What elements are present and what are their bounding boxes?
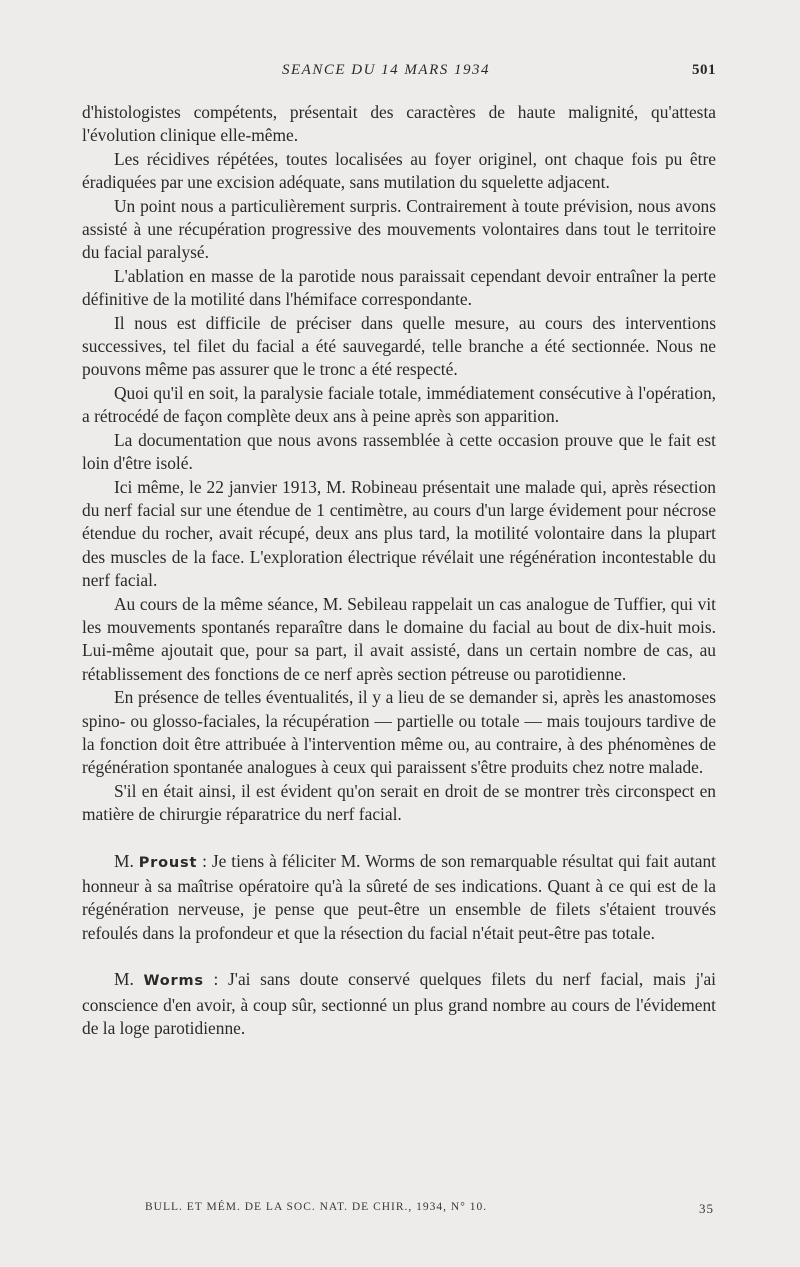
paragraph: Ici même, le 22 janvier 1913, M. Robineau présentait une malade qui, après résection du nerf facial sur une étendue de 1 centimètre, au cours d'un large évidement pour nécrose étendue du rocher, avait récupé, deux ans plus tard, la motilité volontaire dans la plupart des muscles de la face. L'exploration électrique révélait une régénération incontestable du nerf facial. — [82, 476, 716, 591]
running-header — [82, 62, 716, 86]
paragraph: La documentation que nous avons rassemblée à cette occasion prouve que le fait est loin d'être isolé. — [82, 429, 716, 474]
page-number: 501 — [692, 62, 716, 78]
paragraph: Un point nous a particulièrement surpris. Contrairement à toute prévision, nous avons assisté à une récupération progressive des mouvements volontaires dans tout le territoire du facial paralysé. — [82, 195, 716, 263]
speaker-prefix: M. — [114, 969, 134, 990]
paragraph: En présence de telles éventualités, il y a lieu de se demander si, après les anastomoses spino- ou glosso-faciales, la récupération — partielle ou totale — mais toujours tardive de la fonction doit être attribuée à l'intervention même ou, au contraire, à des phénomènes de régénération spontanée analogues à ceux qui paraissent s'être produits chez notre malade. — [82, 687, 716, 778]
paragraph: Au cours de la même séance, M. Sebileau rappelait un cas analogue de Tuffier, qui vit les mouvements spontanés reparaître dans le domaine du facial au bout de dix-huit mois. Lui-même ajoutait que, pour sa part, il avait assisté, dans un certain nombre de cas, au rétablissement des fonctions de ce nerf après section pétreuse ou parotidienne. — [82, 593, 716, 684]
article-body — [82, 101, 716, 1040]
speaker-name-proust: Proust — [138, 854, 198, 871]
speaker-prefix: M. — [114, 850, 134, 871]
paragraph: L'ablation en masse de la parotide nous paraissait cependant devoir entraîner la perte définitive de la motilité dans l'hémiface correspondante. — [82, 265, 716, 310]
header-title: SEANCE DU 14 MARS 1934 — [282, 62, 490, 78]
paragraph: Quoi qu'il en soit, la paralysie faciale totale, immédiatement consécutive à l'opération, a rétrocédé de façon complète deux ans à peine après son apparition. — [82, 382, 716, 427]
paragraph: Il nous est difficile de préciser dans quelle mesure, au cours des interventions successives, tel filet du facial a été sauvegardé, telle branche a été sectionnée. Nous ne pouvons même pas assurer que le tronc a été respecté. — [82, 312, 716, 380]
discussion-worms — [82, 968, 716, 1040]
paragraph: d'histologistes compétents, présentait des caractères de haute malignité, qu'attesta l'évolution clinique elle-même. — [82, 102, 716, 146]
discussion-text: : J'ai sans doute conservé quelques filets du nerf facial, mais j'ai conscience d'en avoir, à coup sûr, sectionné un plus grand nombre au cours de l'évidement de la loge parotidienne. — [82, 969, 716, 1039]
page-footer — [145, 1201, 714, 1221]
footer-citation: BULL. ET MÉM. DE LA SOC. NAT. DE CHIR., 1934, N° 10. — [145, 1201, 488, 1213]
discussion-proust — [82, 850, 716, 946]
signature-mark: 35 — [699, 1201, 714, 1216]
speaker-name-worms: Worms — [143, 973, 204, 990]
discussion-text: : Je tiens à féliciter M. Worms de son remarquable résultat qui fait autant honneur à sa maîtrise opératoire qu'à la sûreté de ses indications. Quant à ce qui est de la régénération nerveuse, je pense que peut-être un ensemble de filets s'étaient trouvés refoulés dans la profondeur et que la résection du facial n'était peut-être pas totale. — [82, 850, 716, 943]
paragraph: Les récidives répétées, toutes localisées au foyer originel, ont chaque fois pu être éradiquées par une excision adéquate, sans mutilation du squelette adjacent. — [82, 148, 716, 193]
paragraph: S'il en était ainsi, il est évident qu'on serait en droit de se montrer très circonspect en matière de chirurgie réparatrice du nerf facial. — [82, 780, 716, 825]
